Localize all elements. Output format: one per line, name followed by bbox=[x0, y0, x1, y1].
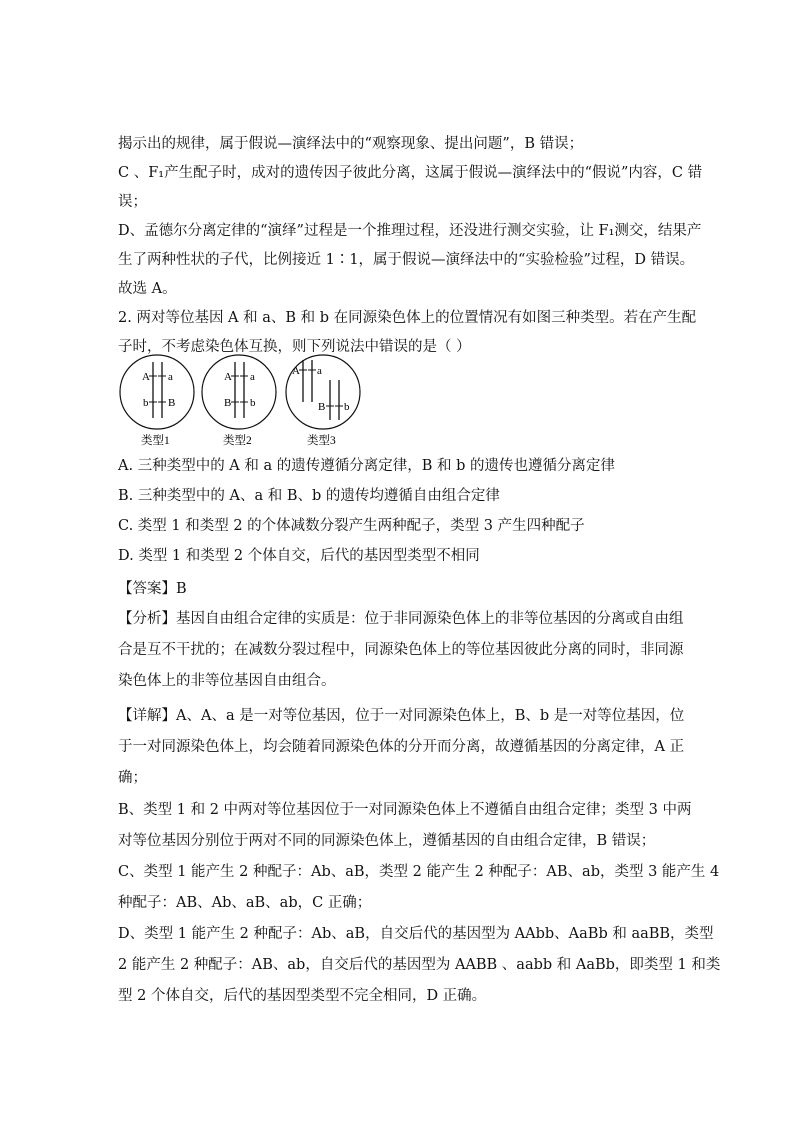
type1-cell bbox=[120, 355, 194, 447]
option-a: A. 三种类型中的 A 和 a 的遗传遵循分离定律，B 和 b 的遗传也遵循分离定律 bbox=[118, 458, 616, 474]
explanation-line: B、类型 1 和 2 中两对等位基因位于一对同源染色体上不遵循自由组合定律；类型 3 中两 bbox=[118, 802, 692, 818]
explanation-line: D、类型 1 能产生 2 种配子：Ab、aB，自交后代的基因型为 AAbb、AaBb 和 aaBB，类型 bbox=[118, 926, 714, 942]
type2-caption: 类型2 bbox=[223, 435, 252, 447]
type2-cell bbox=[202, 355, 276, 447]
explanation-line: 于一对同源染色体上，均会随着同源染色体的分开而分离，故遵循基因的分离定律，A 正 bbox=[118, 739, 685, 755]
type3-cell bbox=[286, 355, 360, 447]
type2-allele: B bbox=[224, 397, 232, 409]
analysis-line: 染色体上的非等位基因自由组合。 bbox=[118, 673, 336, 689]
option-d: D. 类型 1 和类型 2 个体自交，后代的基因型类型不相同 bbox=[118, 548, 480, 564]
explanation-line: 种配子：AB、Ab、aB、ab，C 正确； bbox=[118, 895, 372, 911]
explanation-line: 型 2 个体自交，后代的基因型类型不完全相同，D 正确。 bbox=[118, 988, 487, 1004]
text-line: 故选 A。 bbox=[118, 281, 177, 297]
explanation-line: 确； bbox=[118, 770, 147, 786]
type2-allele: b bbox=[250, 397, 256, 409]
type1-allele: b bbox=[143, 397, 149, 409]
type2-allele: a bbox=[250, 371, 255, 383]
option-c: C. 类型 1 和类型 2 的个体减数分裂产生两种配子，类型 3 产生四种配子 bbox=[118, 518, 585, 534]
type2-allele: A bbox=[224, 371, 232, 383]
explanation-line: 对等位基因分别位于两对不同的同源染色体上，遵循基因的自由组合定律，B 错误； bbox=[118, 833, 656, 849]
type3-caption: 类型3 bbox=[307, 435, 336, 447]
type3-allele: A bbox=[292, 365, 300, 377]
text-line: D、孟德尔分离定律的“演绎”过程是一个推理过程，还没进行测交实验，让 F₁测交，结果产 bbox=[118, 223, 702, 239]
answer-line: 【答案】B bbox=[118, 581, 187, 597]
chromosome-figure bbox=[118, 352, 368, 448]
type1-caption: 类型1 bbox=[141, 435, 170, 447]
text-line: C 、F₁产生配子时，成对的遗传因子彼此分离，这属于假说—演绎法中的“假说”内容，C 错 bbox=[118, 165, 703, 181]
explanation-line: 【详解】A、A、a 是一对等位基因，位于一对同源染色体上，B、b 是一对等位基因，位 bbox=[118, 708, 685, 724]
text-line: 生了两种性状的子代，比例接近 1∶1，属于假说—演绎法中的“实验检验”过程，D 错误。 bbox=[118, 252, 695, 268]
question-stem: 子时，不考虑染色体互换，则下列说法中错误的是（ ） bbox=[118, 339, 471, 355]
analysis-line: 合是互不干扰的；在减数分裂过程中，同源染色体上的等位基因彼此分离的同时，非同源 bbox=[118, 642, 684, 658]
text-line: 误； bbox=[118, 194, 147, 210]
explanation-line: C、类型 1 能产生 2 种配子：Ab、aB，类型 2 能产生 2 种配子：AB、ab，类型 3 能产生 4 bbox=[118, 864, 720, 880]
explanation-line: 2 能产生 2 种配子：AB、ab，自交后代的基因型为 AABB 、aabb 和 AaBb，即类型 1 和类 bbox=[118, 957, 721, 973]
type3-allele: b bbox=[344, 401, 350, 413]
type3-allele: B bbox=[318, 401, 326, 413]
type1-allele: B bbox=[168, 397, 176, 409]
type1-allele: a bbox=[168, 371, 173, 383]
type1-allele: A bbox=[142, 371, 150, 383]
text-line: 揭示出的规律，属于假说—演绎法中的“观察现象、提出问题”，B 错误； bbox=[118, 136, 584, 152]
option-b: B. 三种类型中的 A、a 和 B、b 的遗传均遵循自由组合定律 bbox=[118, 488, 500, 504]
analysis-line: 【分析】基因自由组合定律的实质是：位于非同源染色体上的非等位基因的分离或自由组 bbox=[118, 611, 684, 627]
type3-allele: a bbox=[317, 365, 322, 377]
question-stem: 2. 两对等位基因 A 和 a、B 和 b 在同源染色体上的位置情况有如图三种类型。若在产生配 bbox=[118, 310, 697, 326]
